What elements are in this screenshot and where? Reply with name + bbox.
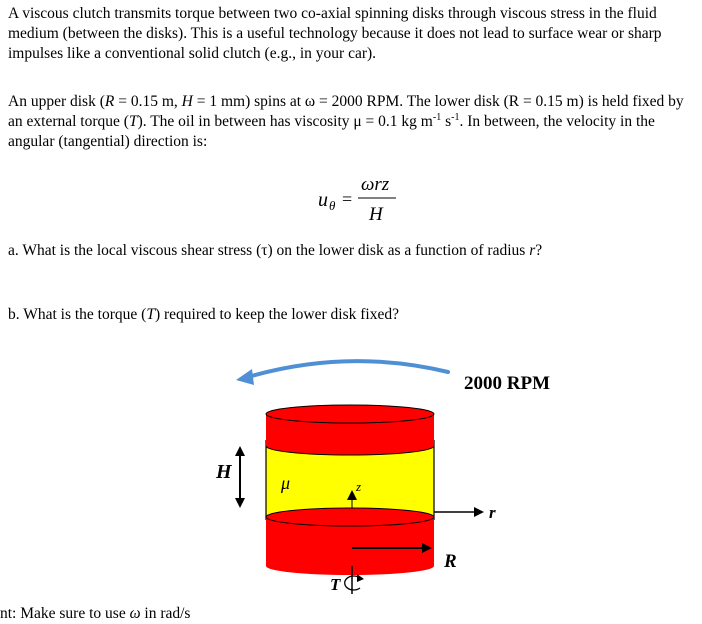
question-b: b. What is the torque (T) required to keep the lower disk fixed? [8,306,399,323]
question-a: a. What is the local viscous shear stress (τ) on the lower disk as a function of radius r? [8,242,543,259]
gap-label: H [216,461,232,483]
gap-symbol: H [181,93,193,110]
intro-paragraph: A viscous clutch transmits torque between two co-axial spinning disks through viscous stress in the fluid medium (between the disks). This is a useful technology because it does not lead to surface wear or sharp impulses like a conventional solid clutch (e.g., in your car). [8,5,662,62]
z-axis-label: z [356,479,362,494]
lower-disk [266,508,434,575]
equation-denominator: H [369,204,383,225]
radius-symbol: R [104,93,115,110]
setup-paragraph: An upper disk (R = 0.15 m, H = 1 mm) spins at ω = 2000 RPM. The lower disk (R = 0.15 m) is held fixed by an external torque (T). The oil in between has viscosity μ = 0.1 kg $m^{-1}$ $s^{-1}$. In between, the velocity in the angular (tangential) direction is: [8,93,684,150]
r-axis-label: r [489,503,496,522]
equation-lhs-subscript: θ [329,198,336,213]
rpm-label: 2000 RPM [464,373,551,394]
upper-disk [266,405,434,455]
torque-symbol: T [128,113,138,130]
equation-equals: = [342,189,353,209]
torque-label: T [330,575,341,594]
viscosity-label: μ [281,473,291,493]
torque-arrow-icon [345,574,364,590]
rotation-arrow-icon [236,361,448,385]
radius-label: R [444,551,457,572]
hint-text: nt: Make sure to use ω in rad/s [0,605,191,622]
equation-lhs: u [318,189,328,211]
equation-numerator: ωrz [361,174,390,195]
